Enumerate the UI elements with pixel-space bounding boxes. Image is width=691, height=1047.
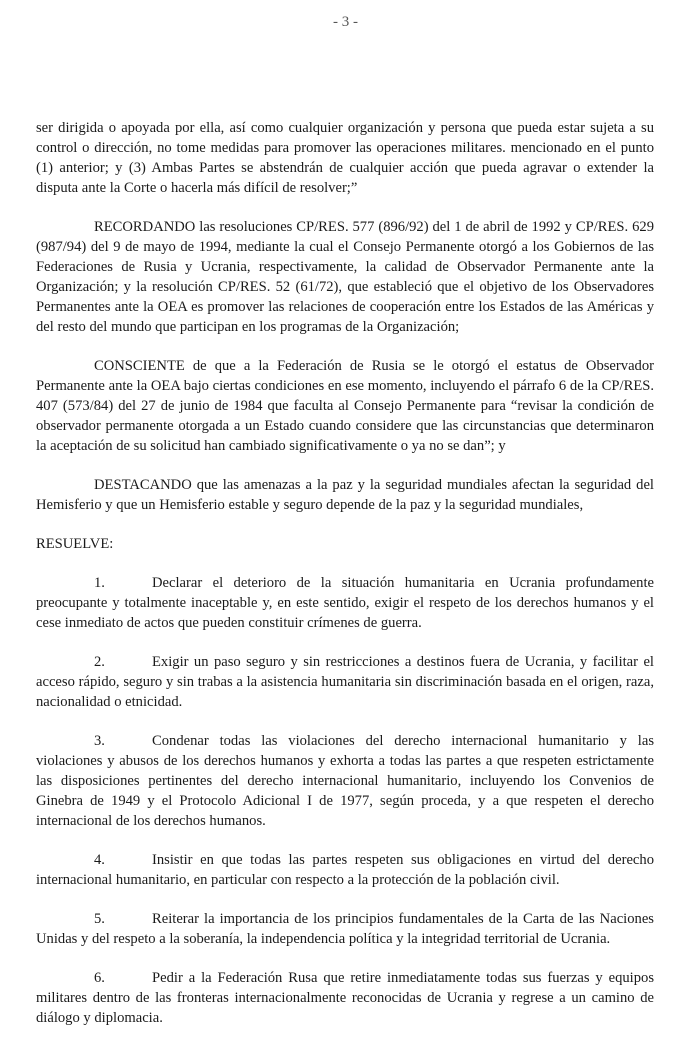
paragraph-consciente: CONSCIENTE de que a la Federación de Rusia se le otorgó el estatus de Observador Permanente ante la OEA bajo ciertas condiciones en ese momento, incluyendo el párrafo 6 de la CP/RES. 407 (573/84) del 27 de junio de 1984 que faculta al Consejo Permanente para “revisar la condición de observador permanente otorgada a un Estado cuando considere que las circunstancias que determinaron la aceptación de su solicitud han cambiado significativamente o ya no se dan”; y <box>36 358 654 454</box>
document-body <box>36 118 654 1047</box>
item-text: Pedir a la Federación Rusa que retire inmediatamente todas sus fuerzas y equipos militares dentro de las fronteras internacionalmente reconocidas de Ucrania y regrese a un camino de diálogo y diplomacia. <box>36 970 654 1026</box>
item-text: Insistir en que todas las partes respeten sus obligaciones en virtud del derecho internacional humanitario, en particular con respecto a la protección de la población civil. <box>36 852 654 888</box>
paragraph-continuation: ser dirigida o apoyada por ella, así como cualquier organización y persona que pueda estar sujeta a su control o dirección, no tome medidas para promover las operaciones militares. mencionado en el punto (1) anterior; y (3) Ambas Partes se abstendrán de cualquier acción que pueda agravar o extender la disputa ante la Corte o hacerla más difícil de resolver;” <box>36 120 654 196</box>
paragraph-recordando: RECORDANDO las resoluciones CP/RES. 577 (896/92) del 1 de abril de 1992 y CP/RES. 629 (987/94) del 9 de mayo de 1994, mediante la cual el Consejo Permanente otorgó a los Gobiernos de las Federaciones de Rusia y Ucrania, respectivamente, la calidad de Observador Permanente ante la Organización; y la resolución CP/RES. 52 (61/72), que estableció que el objetivo de los Observadores Permanentes ante la OEA es promover las relaciones de cooperación entre los Estados de las Américas y del resto del mundo que participan en los programas de la Organización; <box>36 219 654 335</box>
resolution-item-6 <box>36 968 654 1028</box>
item-number: 4. <box>94 852 105 868</box>
item-number: 5. <box>94 911 105 927</box>
item-text: Declarar el deterioro de la situación humanitaria en Ucrania profundamente preocupante y totalmente inaceptable y, en este sentido, exigir el respeto de los derechos humanos y el cese inmediato de actos que pueden constituir crímenes de guerra. <box>36 575 654 631</box>
item-text: Reiterar la importancia de los principios fundamentales de la Carta de las Naciones Unidas y del respeto a la soberanía, la independencia política y la integridad territorial de Ucrania. <box>36 911 654 947</box>
resolution-item-3 <box>36 731 654 831</box>
resolution-item-5 <box>36 909 654 949</box>
item-number: 2. <box>94 654 105 670</box>
resolution-item-4 <box>36 850 654 890</box>
page-number: - 3 - <box>333 14 358 30</box>
item-number: 3. <box>94 733 105 749</box>
item-number: 6. <box>94 970 105 986</box>
paragraph-destacando: DESTACANDO que las amenazas a la paz y la seguridad mundiales afectan la seguridad del Hemisferio y que un Hemisferio estable y seguro depende de la paz y la seguridad mundiales, <box>36 477 654 513</box>
item-number: 1. <box>94 575 105 591</box>
resolves-heading: RESUELVE: <box>36 536 114 552</box>
resolution-item-2 <box>36 652 654 712</box>
item-text: Exigir un paso seguro y sin restricciones a destinos fuera de Ucrania, y facilitar el acceso rápido, seguro y sin trabas a la asistencia humanitaria sin discriminación basada en el origen, raza, nacionalidad o etnicidad. <box>36 654 654 710</box>
resolution-item-1 <box>36 573 654 633</box>
item-text: Condenar todas las violaciones del derecho internacional humanitario y las violaciones y abusos de los derechos humanos y exhorta a todas las partes a que respeten estrictamente las disposiciones pertinentes del derecho internacional humanitario, incluyendo los Convenios de Ginebra de 1949 y el Protocolo Adicional I de 1977, según proceda, y a que respeten el derecho internacional de los derechos humanos. <box>36 733 654 829</box>
